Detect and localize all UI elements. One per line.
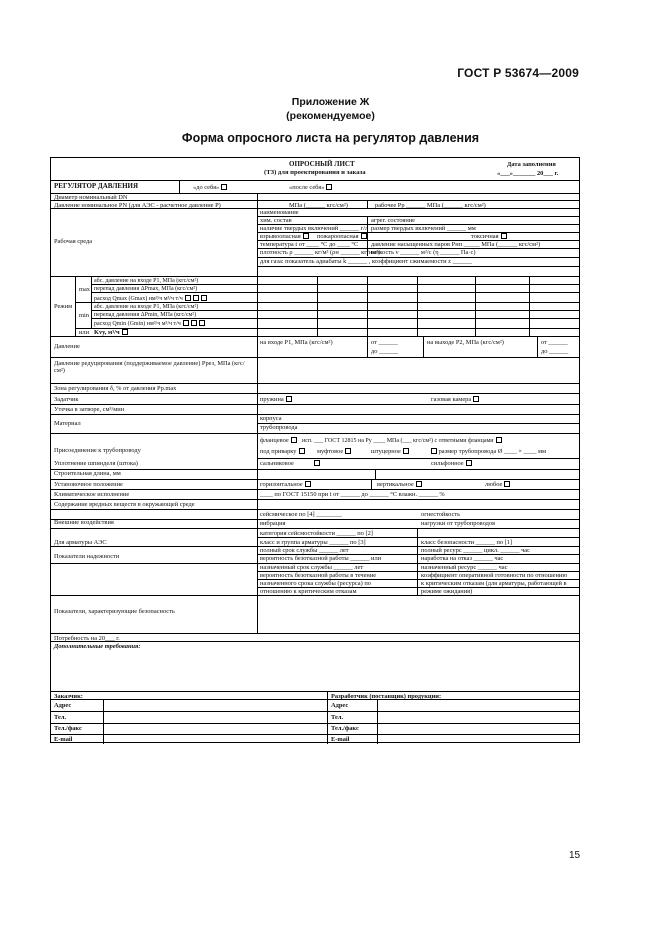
drop-min: перепад давления ΔPmin, МПа (кгс/см²) <box>94 312 197 318</box>
fill-date-label: Дата заполнения <box>507 161 556 168</box>
developer-address: Адрес <box>331 702 349 709</box>
vertical-option[interactable]: вертикальное <box>377 481 422 488</box>
medium-aggr[interactable]: агрег. состояние <box>371 217 416 224</box>
coupling-option[interactable]: муфтовое <box>317 448 351 455</box>
spring-option[interactable]: пружина <box>260 396 292 403</box>
climate-std[interactable]: ____ по ГОСТ 15150 при t от ______ до ______ °С влажн. ______ % <box>260 491 445 498</box>
medium-vapor[interactable]: давление насыщенных паров Pнп _____ МПа (______ кгс/см²) <box>371 241 541 248</box>
full-res[interactable]: полный ресурс ______ цикл. ______ час <box>421 547 530 554</box>
upstream-checkbox[interactable] <box>221 184 227 190</box>
upstream-option[interactable]: «до себя» <box>193 184 227 191</box>
medium-label: Рабочая среда <box>54 238 93 245</box>
form-title: Форма опросного листа на регулятор давления <box>181 131 480 145</box>
mode-or: или <box>79 329 90 336</box>
nuclear-label: Для арматуры АЭС <box>54 539 107 546</box>
prob-fail[interactable]: вероятность безотказной работы ______ или <box>260 555 382 562</box>
toxic-option[interactable]: токсичная <box>471 233 507 240</box>
external-label: Внешние воздействия <box>54 519 114 526</box>
material-label: Материал <box>54 420 81 427</box>
seismic-cat[interactable]: категория сейсмостойкости ______ по [2] <box>260 530 373 537</box>
stem-seal-label: Уплотнение шпинделя (штока) <box>54 460 138 467</box>
length-label: Строительная длина, мм <box>54 470 121 477</box>
extra-label[interactable]: Дополнительные требования: <box>54 643 141 650</box>
explosive-option[interactable]: взрывоопасная <box>260 233 309 240</box>
material-pipe[interactable]: трубопровода <box>260 424 298 431</box>
reliability-label: Показатели надежности <box>54 553 120 560</box>
climate-label: Климатическое исполнение <box>54 491 130 498</box>
assigned-life[interactable]: назначенный срок службы ______ лет <box>260 564 364 571</box>
dn-label: Диаметр номинальный DN <box>54 194 128 201</box>
mode-label: Режим <box>54 303 73 310</box>
customer-address: Адрес <box>54 702 72 709</box>
medium-viscosity[interactable]: вязкость ν ______ м²/с (η ______ Па·с) <box>371 249 476 256</box>
medium-gas[interactable]: для газа: показатель адиабаты k ______ , коэффициент сжимаемости z ______ <box>260 258 472 265</box>
hazard-label: Содержание вредных веществ в окружающей среде <box>54 501 195 508</box>
medium-temp[interactable]: температура t от ____ °С до ____ °С <box>260 241 359 248</box>
medium-solids-size[interactable]: размер твердых включений ______ мм <box>371 225 476 232</box>
p-out-from[interactable]: от ______ <box>541 339 568 346</box>
pilot-label: Задатчик <box>54 396 79 403</box>
zone-label: Зона регулирования δ, % от давления Pр.max <box>54 385 177 392</box>
mode-max: max <box>79 286 91 293</box>
questionnaire-form <box>50 157 580 743</box>
customer-fax: Тел./факс <box>54 725 82 732</box>
safety-a: вероятность безотказной работы в течение назначенного срока службы (ресурса) по отношению к критическим отказам <box>260 572 377 595</box>
weld-option[interactable]: под приварку <box>260 448 305 455</box>
drop-max: перепад давления ΔPmax, МПа (кгс/см²) <box>94 286 198 292</box>
customer-label: Заказчик: <box>54 693 83 700</box>
abs-in-min: абс. давление на входе P1, МПа (кгс/см²) <box>94 304 199 310</box>
flange-std[interactable]: исп. ___ ГОСТ 12815 на Pу ____ МПа (___ кгс/см²) с ответными фланцами <box>302 437 502 445</box>
pn-units[interactable]: МПа (______ кгс/см²) <box>289 202 348 209</box>
page-number: 15 <box>569 850 581 861</box>
developer-phone: Тел. <box>331 714 344 721</box>
customer-phone: Тел. <box>54 714 67 721</box>
working-pressure[interactable]: рабочее Pр ______ МПа (______ кгс/см²) <box>375 202 486 209</box>
safety-b: коэффициент оперативной готовности по отношению к критическим отказам (для арматуры, работающей в режиме ожидания) <box>421 572 568 595</box>
sheet-subtitle: (ТЗ) для проектирования и заказа <box>264 169 366 176</box>
pipe-size-option[interactable]: размер трубопровода Ø ____ × ____ мм <box>429 448 546 455</box>
bellows-option[interactable]: сильфонное <box>431 460 472 467</box>
downstream-checkbox[interactable] <box>326 184 332 190</box>
fire-option[interactable]: пожароопасная <box>317 233 367 240</box>
p-out-to[interactable]: до ______ <box>541 348 569 355</box>
flanged-option[interactable]: фланцевое <box>260 437 297 444</box>
position-label: Установочное положение <box>54 481 123 488</box>
gas-chamber-option[interactable]: газовая камера <box>431 396 479 403</box>
horizontal-option[interactable]: горизонтальное <box>260 481 311 488</box>
annex-status: (рекомендуемое) <box>286 110 375 122</box>
regulator-label: РЕГУЛЯТОР ДАВЛЕНИЯ <box>54 182 139 190</box>
customer-email: E-mail <box>54 736 73 743</box>
abs-in-max: абс. давление на входе P1, МПа (кгс/см²) <box>94 278 199 284</box>
assigned-res[interactable]: назначенный ресурс ______ час <box>421 564 508 571</box>
any-option[interactable]: любое <box>485 481 510 488</box>
leak-label: Утечка в затворе, см³/мин <box>54 406 125 413</box>
kv-option[interactable]: Kvу, м³/ч <box>94 329 128 336</box>
p-out: на выходе P2, МПа (кгс/см²) <box>427 339 504 346</box>
p-in: на входе P1, МПа (кгс/см²) <box>260 339 333 346</box>
p-in-to[interactable]: до ______ <box>371 348 399 355</box>
developer-email: E-mail <box>331 736 350 743</box>
flow-max[interactable]: расход Qmax (Gmax) нм³/ч м³/ч т/ч <box>94 295 207 303</box>
developer-fax: Тел./факс <box>331 725 359 732</box>
p-reg-label: Давление редуцирования (поддерживаемое давление) Pрез, МПа (кгс/см²) <box>54 360 245 374</box>
vibration-field[interactable]: вибрация <box>260 520 286 527</box>
flow-min[interactable]: расход Qmin (Gmin) нм³/ч м³/ч т/ч <box>94 320 205 328</box>
safety-class[interactable]: класс безопасности ______ по [1] <box>421 539 513 546</box>
p-in-from[interactable]: от ______ <box>371 339 398 346</box>
demand-label[interactable]: Потребность на 20___ г. <box>54 635 120 642</box>
pn-label: Давление номинальное PN (для АЭС - расчетное давление P) <box>54 202 221 209</box>
medium-name[interactable]: наименование <box>260 209 299 216</box>
pressure-label: Давление <box>54 343 80 350</box>
standard-header: ГОСТ Р 53674—2009 <box>457 66 579 80</box>
mode-min: min <box>79 312 89 319</box>
medium-density[interactable]: плотность ρ ______ кг/м³ (ρн ______ кг/нм³) <box>260 249 381 256</box>
safety-label: Показатели, характеризующие безопасность <box>54 608 175 615</box>
sheet-title: ОПРОСНЫЙ ЛИСТ <box>289 160 355 168</box>
fireproof-field[interactable]: огнестойкость <box>421 511 461 518</box>
full-life[interactable]: полный срок службы ______ лет <box>260 547 349 554</box>
fill-date-blank[interactable]: «___»_______ 20___ г. <box>497 170 559 177</box>
medium-solids[interactable]: наличие твердых включений ______ г/л <box>260 225 369 232</box>
annex-title: Приложение Ж <box>291 96 370 108</box>
seismic-field[interactable]: сейсмическое по [4] ________ <box>260 511 342 518</box>
medium-chem[interactable]: хим. состав <box>260 217 292 224</box>
developer-label: Разработчик (поставщик) продукции: <box>331 693 442 700</box>
connection-label: Присоединение к трубопроводу <box>54 447 141 454</box>
gland-option[interactable]: сальниковое <box>260 460 320 467</box>
nipple-option[interactable]: штуцерное <box>371 448 409 455</box>
material-body[interactable]: корпуса <box>260 415 282 422</box>
class-group[interactable]: класс и группа арматуры ______ по [3] <box>260 539 366 546</box>
mtbf[interactable]: наработка на отказ ______ час <box>421 555 504 562</box>
downstream-option[interactable]: «после себя» <box>289 184 332 191</box>
pipe-load-field[interactable]: нагрузки от трубопроводов <box>421 520 496 527</box>
